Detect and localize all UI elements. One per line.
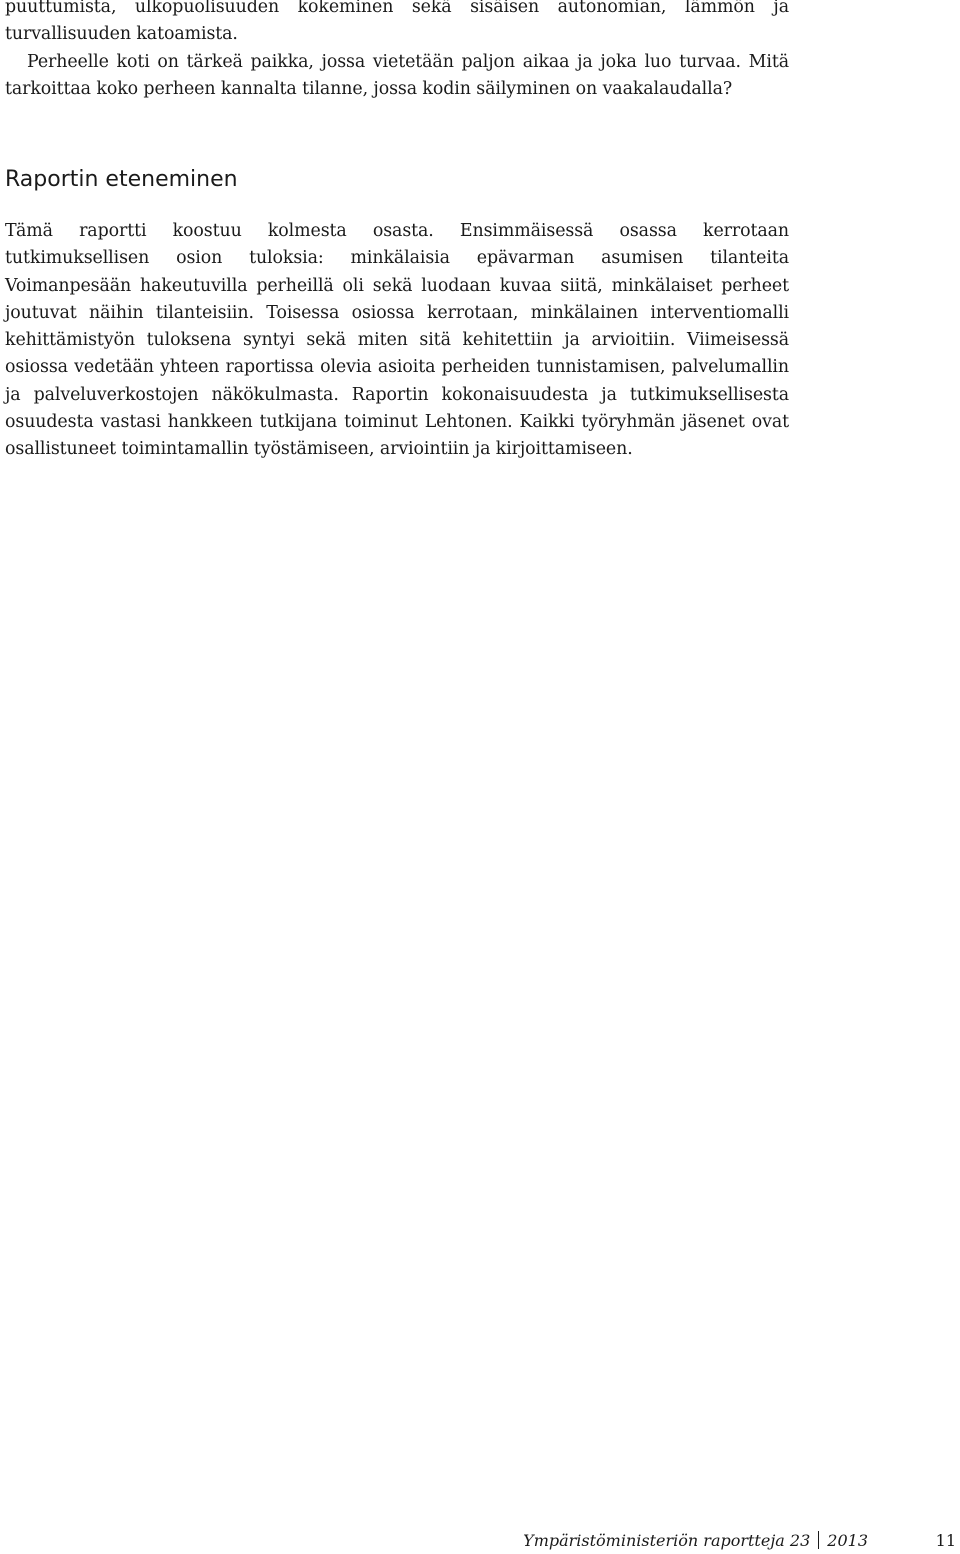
intro-text-part2: Perheelle koti on tärkeä paikka, jossa vietetään paljon aikaa ja joka luo turvaa. Mitä tarkoittaa koko perheen kannalta tilanne, jossa kodin säilyminen on vaakalaudalla? — [5, 51, 789, 99]
intro-text-part1: puuttumista, ulkopuolisuuden kokeminen sekä sisäisen autonomian, lämmön ja turvallisuuden katoamista. — [5, 0, 789, 45]
footer-divider — [818, 1531, 819, 1549]
page-number: 11 — [935, 1531, 956, 1550]
intro-paragraph — [5, 0, 789, 103]
page-footer — [0, 1528, 960, 1554]
footer-series-info — [523, 1528, 868, 1554]
footer-series-title: Ympäristöministeriön raportteja — [523, 1531, 785, 1550]
report-structure-paragraph: Tämä raportti koostuu kolmesta osasta. Ensimmäisessä osassa kerrotaan tutkimuksellisen osion tuloksia: minkälaisia epävarman asumisen tilanteita Voimanpesään hakeutuvilla perheillä oli sekä luodaan kuvaa siitä, minkälaiset perheet joutuvat näihin tilanteisiin. Toisessa osiossa kerrotaan, minkälainen interventiomalli kehittämistyön tuloksena syntyi sekä miten sitä kehitettiin ja arvioitiin. Viimeisessä osiossa vedetään yhteen raportissa olevia asioita perheiden tunnistamisen, palvelumallin ja palveluverkostojen näkökulmasta. Raportin kokonaisuudesta ja tutkimuksellisesta osuudesta vastasi hankkeen tutkijana toiminut Lehtonen. Kaikki työryhmän jäsenet ovat osallistuneet toimintamallin työstämiseen, arviointiin ja kirjoittamiseen. — [5, 221, 789, 460]
section-heading: Raportin eteneminen — [5, 167, 238, 192]
footer-series-number: 23 — [789, 1531, 811, 1550]
footer-year: 2013 — [827, 1531, 868, 1550]
